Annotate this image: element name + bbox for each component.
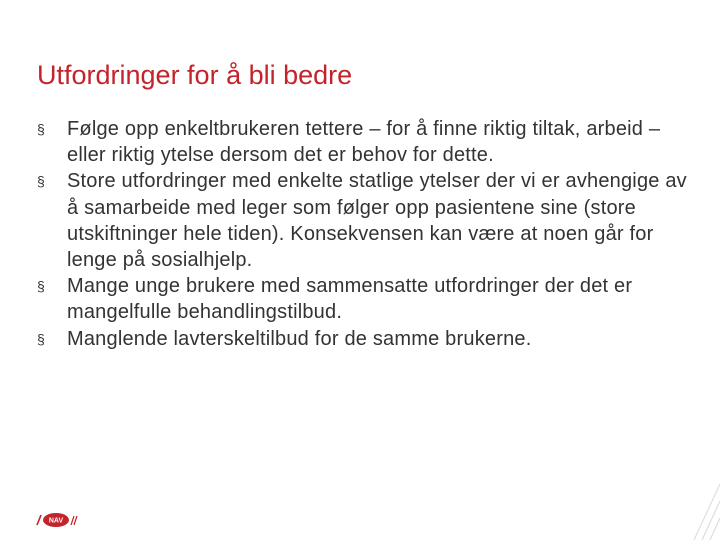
bullet-text: Manglende lavterskeltilbud for de samme brukerne. bbox=[67, 327, 532, 350]
bullet-marker: § bbox=[37, 121, 45, 137]
bullet-item bbox=[37, 168, 697, 273]
bullet-item bbox=[37, 326, 697, 352]
bullet-text: Mange unge brukere med sammensatte utfordringer der det er mangelfulle behandlingstilbud. bbox=[67, 275, 633, 324]
nav-logo-icon bbox=[36, 510, 78, 528]
bullet-item bbox=[37, 273, 697, 325]
bullet-list bbox=[37, 116, 697, 352]
bullet-marker: § bbox=[37, 330, 45, 347]
bullet-text: Store utfordringer med enkelte statlige ytelser der vi er avhengige av å samarbeide med leger som følger opp pasientene sine (store utskiftninger hele tiden). Konsekvensen kan være at noen går for lenge på sosialhjelp. bbox=[67, 170, 687, 272]
logo-text: NAV bbox=[48, 517, 64, 525]
bullet-text: Følge opp enkeltbrukeren tettere – for å finne riktig tiltak, arbeid – eller riktig ytelse dersom det er behov for dette. bbox=[67, 118, 661, 167]
bullet-marker: § bbox=[37, 278, 45, 295]
slide-title: Utfordringer for å bli bedre bbox=[37, 60, 353, 90]
bullet-item bbox=[37, 116, 697, 168]
bullet-marker: § bbox=[37, 173, 45, 190]
corner-stripes-decoration bbox=[680, 470, 720, 540]
